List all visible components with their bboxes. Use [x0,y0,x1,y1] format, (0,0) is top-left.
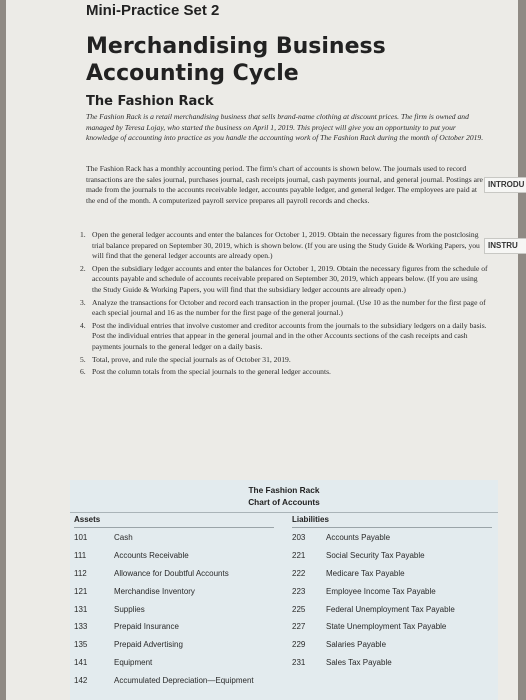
assets-heading: Assets [74,515,101,524]
account-row [70,601,254,619]
account-name: Allowance for Doubtful Accounts [114,568,229,578]
account-number: 135 [74,640,88,650]
account-name: Sales Tax Payable [326,658,392,668]
account-name: Accounts Payable [326,533,391,542]
account-name: Medicare Tax Payable [326,568,405,578]
account-name: Prepaid Insurance [114,622,179,632]
step-number: 1. [80,230,86,239]
account-name: Social Security Tax Payable [326,550,425,560]
account-row [70,583,254,601]
account-row [70,654,254,672]
account-name: Accumulated Depreciation—Equipment [114,676,254,686]
coa-title: The Fashion Rack [248,485,320,495]
step-number: 3. [80,297,86,307]
account-number: 131 [74,604,88,614]
account-number: 121 [74,586,88,596]
account-row [292,565,455,583]
account-number: 101 [74,533,88,542]
step-text: Post the individual entries that involve customer and creditor accounts from the journals to the subsidiary ledgers on a daily basis. Post the individual entries that appear in the general journal and in the other Accounts sections of the cash receipts and cash payments journals to the general ledger on a daily basis. [92,320,487,351]
step-number: 5. [80,354,86,364]
tab-instructions[interactable]: INSTRU [484,238,526,254]
account-number: 141 [74,658,88,668]
account-number: 227 [292,622,306,632]
step-text: Open the subsidiary ledger accounts and enter the balances for October 1, 2019. Obtain the necessary figures from the schedule of accounts payable and schedule of accounts receivable prepared on September 30, 2019, which appears below. (If you are using the Study Guide & Working Papers, you will find that the subsidiary ledger accounts are already open.) [92,263,488,294]
account-name: Salaries Payable [326,640,387,650]
account-name: Employee Income Tax Payable [326,586,436,596]
account-row [70,672,254,690]
account-row [70,529,254,547]
account-row [292,636,455,654]
liabilities-list [292,529,455,672]
step-text: Open the general ledger accounts and enter the balances for October 1, 2019. Obtain the necessary figures from the postclosing trial balance prepared on September 30, 2019, which is shown below. (If you are using the Study Guide & Working Papers, you will find that the general ledger accounts are already open.) [92,230,480,261]
body-paragraph: The Fashion Rack has a monthly accounting period. The firm's chart of accounts is shown below. The journals used to record transactions are the sales journal, purchases journal, cash receipts journal, cash payments journal, and general journal. Postings are made from the journals to the accounts receivable ledger, accounts payable ledger, and general ledger. The employees are paid at the end of the month. A computerized payroll service prepares all payroll records and checks. [86,164,483,205]
assets-list [70,529,254,690]
account-row [292,654,455,672]
step-text: Total, prove, and rule the special journals as of October 31, 2019. [92,354,291,364]
intro-paragraph: The Fashion Rack is a retail merchandising business that sells brand-name clothing at discount prices. The firm is owned and managed by Teresa Lojay, who started the business on April 1, 2019. This project will give you an opportunity to put your knowledge of accounting into practice as you handle the accounting work of The Fashion Rack during the month of October 2019. [86,112,484,143]
coa-subtitle: Chart of Accounts [248,497,320,507]
account-row [292,529,455,547]
instruction-item [80,298,488,319]
step-number: 2. [80,263,86,273]
account-number: 203 [292,533,306,542]
account-row [70,618,254,636]
page-title: Merchandising Business Accounting Cycle [86,34,386,86]
divider [292,527,492,528]
step-number: 4. [80,320,86,330]
account-number: 223 [292,586,306,596]
tab-introduction[interactable]: INTRODU [484,177,526,193]
account-name: Equipment [114,658,153,668]
account-name: Accounts Receivable [114,550,189,560]
section-title: The Fashion Rack [86,94,214,109]
account-name: State Unemployment Tax Payable [326,622,447,632]
step-text: Post the column totals from the special journals to the general ledger accounts. [92,367,331,377]
instruction-item [80,230,488,262]
instruction-item [80,367,488,378]
account-row [70,565,254,583]
instruction-item [80,321,488,353]
account-number: 222 [292,568,306,578]
account-number: 111 [74,550,87,560]
account-number: 133 [74,622,88,632]
account-name: Prepaid Advertising [114,640,183,650]
account-row [292,601,455,619]
account-number: 221 [292,550,306,560]
set-title: Mini-Practice Set 2 [86,2,220,19]
account-name: Federal Unemployment Tax Payable [326,604,455,614]
step-text: Analyze the transactions for October and record each transaction in the proper journal. (Use 10 as the number for the first page of each special journal and 16 as the number for the first page of the general journal.) [92,297,486,318]
divider [74,527,274,528]
account-number: 229 [292,640,306,650]
account-number: 225 [292,604,306,614]
account-name: Merchandise Inventory [114,586,195,596]
account-row [292,618,455,636]
account-number: 142 [74,676,88,686]
divider [70,512,498,513]
instruction-item [80,264,488,296]
chart-of-accounts [70,480,498,700]
account-row [292,583,455,601]
account-name: Supplies [114,604,145,614]
account-row [70,547,254,565]
account-row [70,636,254,654]
instruction-list [80,230,488,380]
instruction-item [80,355,488,366]
account-number: 112 [74,568,87,578]
liabilities-heading: Liabilities [292,515,329,524]
account-row [292,547,455,565]
account-number: 231 [292,658,306,668]
textbook-page [6,0,518,700]
step-number: 6. [80,367,86,377]
account-name: Cash [114,533,133,542]
